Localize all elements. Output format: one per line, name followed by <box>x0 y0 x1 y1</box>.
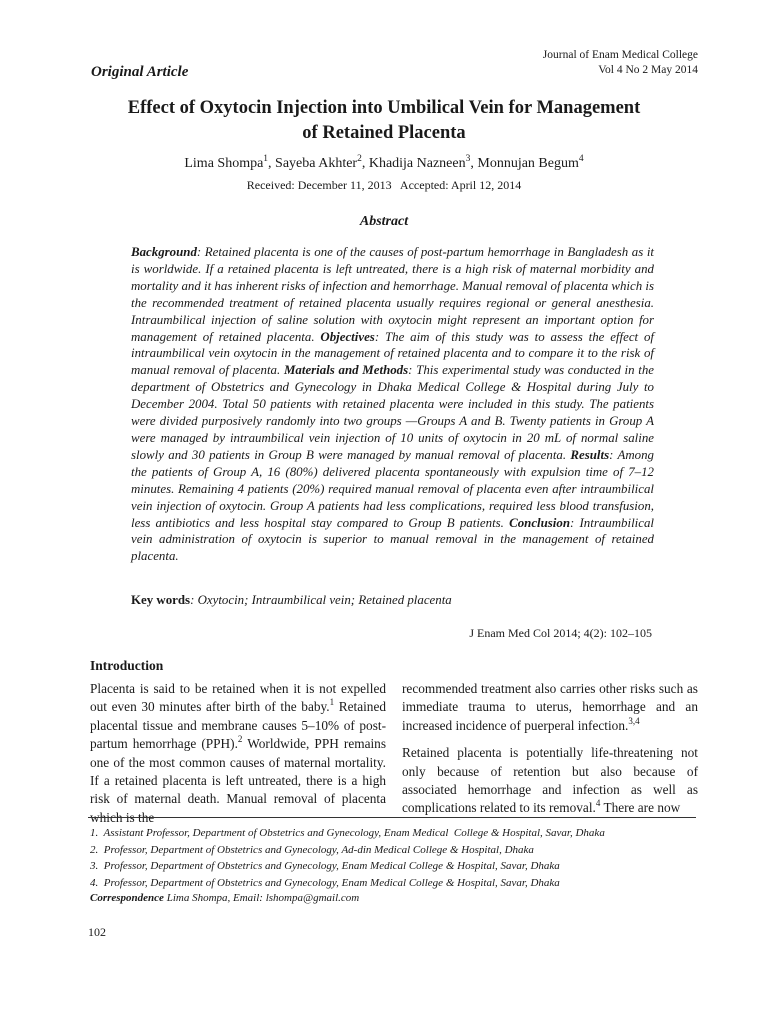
reference-marker: 1 <box>329 697 335 708</box>
author-affiliation: 4 <box>578 154 584 164</box>
title-line-2: of Retained Placenta <box>302 123 466 143</box>
author-separator: , <box>470 156 478 171</box>
correspondence-text: Lima Shompa, Email: lshompa@gmail.com <box>163 892 360 904</box>
footnote-item: 3. Professor, Department of Obstetrics and Gynecology, Enam Medical College & Hospital, Savar, Dhaka <box>90 860 560 873</box>
citation: J Enam Med Col 2014; 4(2): 102–105 <box>469 626 652 640</box>
footnote-item: 2. Professor, Department of Obstetrics and Gynecology, Ad-din Medical College & Hospital, Dhaka <box>90 843 534 856</box>
author-list <box>0 154 768 172</box>
abstract-body <box>131 244 654 565</box>
intro-paragraph-2 <box>402 680 698 735</box>
author-separator: , <box>361 156 369 171</box>
methods-text: : This experimental study was conducted in the department of Obstetrics and Gynecology in Dhaka Medical College & Hospital during July to December 2004. Total 50 patients with retained placenta were included in this study. The patients were divided purposively randomly into two groups —Groups A and B. Twenty patients in Group A were managed by intraumbilical vein injection of 10 units of oxytocin in 20 mL of normal saline slowly and 30 patients in Group B were managed by manual removal of placenta. <box>131 363 654 462</box>
author-affiliation: 1 <box>263 154 269 164</box>
methods-label: Materials and Methods <box>283 363 409 378</box>
reference-marker: 4 <box>595 798 601 809</box>
paragraph-text: Worldwide, PPH remains one of the most common causes of maternal mortality. If a retained placenta is left untreated, there is a high risk of maternal death. Manual removal of placenta which is the <box>90 736 387 825</box>
results-label: Results <box>570 447 610 462</box>
correspondence <box>90 892 359 904</box>
reference-marker: 3,4 <box>628 715 640 726</box>
paragraph-text: Retained placental tissue and membrane causes 5–10% of post-partum hemorrhage (PPH). <box>90 699 386 752</box>
author-name: Monnujan Begum <box>477 156 579 171</box>
footnote-item: 4. Professor, Department of Obstetrics and Gynecology, Enam Medical College & Hospital, Savar, Dhaka <box>90 876 560 889</box>
paragraph-text: There are now <box>600 800 681 816</box>
author-name: Khadija Nazneen <box>368 156 466 171</box>
journal-header <box>543 48 698 78</box>
author-affiliation: 2 <box>357 154 362 164</box>
keywords-label: Key words <box>131 593 191 607</box>
author-name: Sayeba Akhter <box>275 156 358 171</box>
correspondence-label: Correspondence <box>90 892 164 904</box>
conclusion-text: : Intraumbilical vein administration of oxytocin is superior to manual removal in the management of retained placenta. <box>131 515 654 564</box>
objectives-label: Objectives <box>320 329 375 344</box>
journal-issue: Vol 4 No 2 May 2014 <box>598 64 698 76</box>
title-line-1: Effect of Oxytocin Injection into Umbilical Vein for Management <box>127 98 641 118</box>
objectives-text: : The aim of this study was to assess the effect of intraumbilical vein oxytocin in the management of retained placenta and to compare it to the risk of manual removal of placenta. <box>131 329 655 378</box>
footnote-item: 1. Assistant Professor, Department of Obstetrics and Gynecology, Enam Medical College & Hospital, Savar, Dhaka <box>90 827 605 839</box>
paragraph-text: Placenta is said to be retained when it is not expelled out even 30 minutes after birth of the baby. <box>90 681 386 715</box>
background-label: Background <box>131 245 197 259</box>
right-column <box>402 680 698 827</box>
introduction-heading: Introduction <box>90 658 164 673</box>
abstract-heading: Abstract <box>359 214 409 229</box>
background-text: : Retained placenta is one of the causes of post-partum hemorrhage in Bangladesh as it is worldwide. If a retained placenta is left untreated, there is a high risk of maternal morbidity and mortality and it has inherent risks of infection and hemorrhage. Manual removal of placenta which is the recommended treatment of retained placenta usually requires regional or general anesthesia. Intraumbilical injection of saline solution with oxytocin might represent an important option for management of retained placenta. <box>131 245 654 344</box>
left-column <box>90 680 386 836</box>
keywords <box>131 593 654 608</box>
received-accepted-dates: Received: December 11, 2013 Accepted: April 12, 2014 <box>246 178 522 192</box>
journal-name: Journal of Enam Medical College <box>542 49 698 61</box>
results-text: : Among the patients of Group A, 16 (80%) delivered placenta spontaneously with expulsion time of 7–12 minutes. Remaining 4 patients (20%) required manual removal of placenta even after intraumbilical vein injection of oxytocin. Group A patients had less complications, required less blood transfusion, less antibiotics and less hospital stay compared to Group B patients. <box>131 447 654 530</box>
conclusion-label: Conclusion <box>509 515 571 530</box>
affiliation-footnotes <box>90 825 605 891</box>
intro-paragraph-1 <box>90 680 386 827</box>
article-type: Original Article <box>91 64 189 80</box>
author-separator: , <box>268 156 276 171</box>
paragraph-text: recommended treatment also carries other risks such as immediate trauma to uterus, hemorrhage and an increased incidence of puerperal infection. <box>402 681 698 733</box>
page-number: 102 <box>88 925 106 939</box>
reference-marker: 2 <box>237 734 243 745</box>
intro-paragraph-3 <box>402 744 698 818</box>
keywords-text: : Oxytocin; Intraumbilical vein; Retained placenta <box>190 593 452 607</box>
paragraph-text: Retained placenta is potentially life-threatening not only because of retention but also because of associated hemorrhage and infection as well as complications related to its removal. <box>402 745 698 816</box>
author-affiliation: 3 <box>465 154 471 164</box>
article-title <box>60 96 708 146</box>
footnote-divider <box>88 817 696 818</box>
author-name: Lima Shompa <box>184 156 264 171</box>
